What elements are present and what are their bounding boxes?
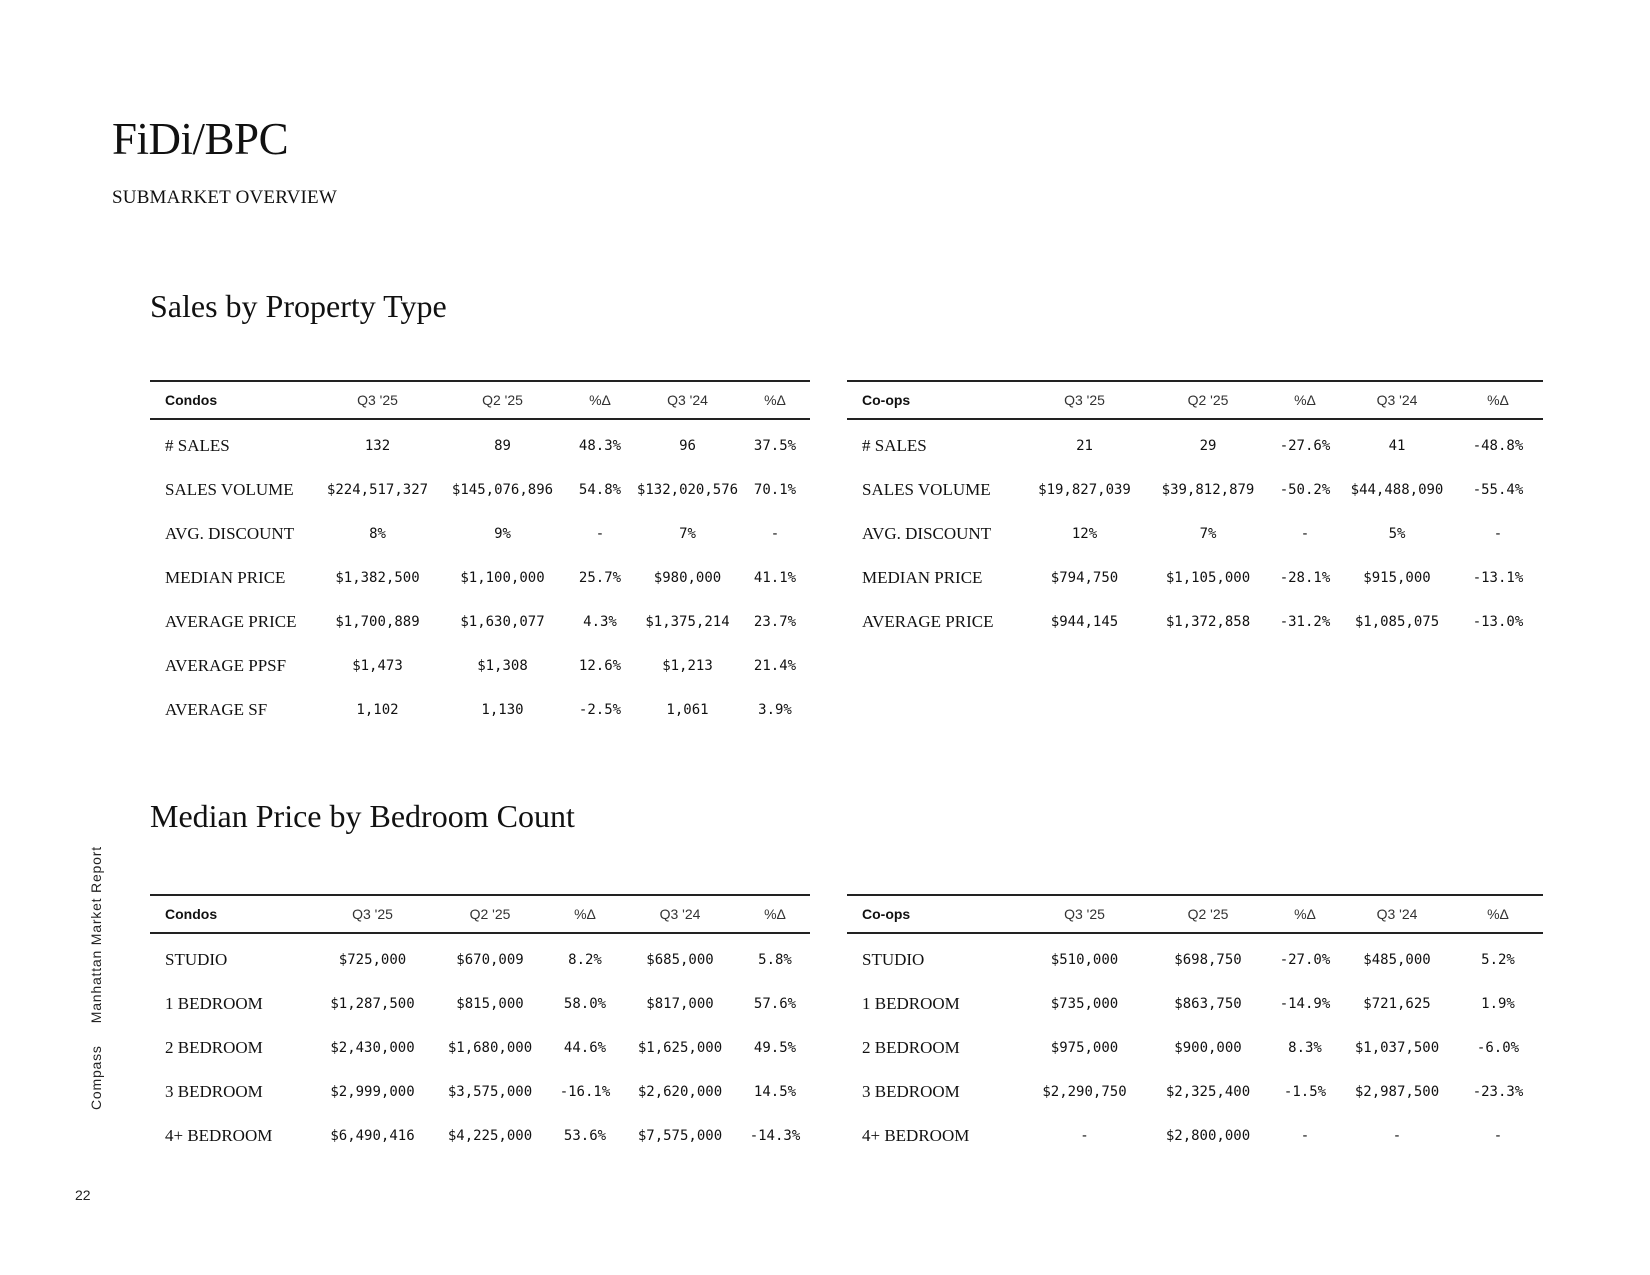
table-cell: -27.0% [1279,952,1331,968]
table-cell: $975,000 [1050,1040,1119,1056]
table-row [150,1070,810,1114]
report-name: Manhattan Market Report [88,846,104,1024]
column-header: Q3 '25 [1022,895,1147,933]
table-row [847,1070,1543,1114]
table-cell: 21 [1076,438,1093,454]
table-cell: $1,372,858 [1165,614,1251,630]
table-row [150,933,810,982]
sales-by-property-type-title: Sales by Property Type [150,288,447,324]
column-header: %Δ [1269,895,1341,933]
table-cell: 54.8% [578,482,622,498]
table-cell: $510,000 [1050,952,1119,968]
column-header: %Δ [1453,895,1543,933]
table-cell: 8.2% [568,952,602,968]
table-cell: 96 [679,438,696,454]
row-label: 4+ BEDROOM [862,1126,970,1145]
table-cell: - [1493,526,1503,542]
table-cell: $1,625,000 [637,1040,723,1056]
table-row [847,556,1543,600]
coops-sales-table [847,380,1543,644]
column-header: %Δ [1269,381,1341,419]
table-cell: $863,750 [1174,996,1242,1012]
table-cell: -14.3% [749,1128,801,1144]
table-cell: 7% [1199,526,1217,542]
table-cell: -27.6% [1279,438,1331,454]
table-row [150,468,810,512]
table-cell: $735,000 [1050,996,1119,1012]
column-header: Q2 '25 [1147,381,1269,419]
row-label: 1 BEDROOM [862,994,960,1013]
table-cell: $1,085,075 [1354,614,1440,630]
table-cell: 23.7% [753,614,797,630]
row-label: AVG. DISCOUNT [165,524,295,543]
table-cell: $2,987,500 [1354,1084,1440,1100]
table-cell: $2,800,000 [1165,1128,1251,1144]
property-type-header: Condos [150,895,315,933]
table-cell: 37.5% [753,438,797,454]
median-price-by-bedroom-title: Median Price by Bedroom Count [150,798,575,834]
table-cell: $915,000 [1363,570,1431,586]
table-cell: 12% [1071,526,1098,542]
table-cell: 1,130 [481,702,524,718]
table-cell: $980,000 [653,570,722,586]
table-cell: - [1300,1128,1310,1144]
table-cell: -31.2% [1279,614,1331,630]
table-cell: 1,061 [666,702,709,718]
column-header: Q3 '25 [315,895,430,933]
table-cell: $7,575,000 [637,1128,723,1144]
table-cell: - [770,526,780,542]
table-cell: 1,102 [356,702,399,718]
table-cell: $944,145 [1050,614,1119,630]
table-header-row [150,381,810,419]
row-label: SALES VOLUME [165,480,294,499]
row-label: 3 BEDROOM [862,1082,960,1101]
property-type-header: Co-ops [847,895,1022,933]
column-header: %Δ [1453,381,1543,419]
column-header: Q3 '25 [1022,381,1147,419]
column-header: %Δ [565,381,635,419]
table-cell: $721,625 [1363,996,1431,1012]
table-cell: 5.8% [758,952,792,968]
table-header-row [847,381,1543,419]
row-label: MEDIAN PRICE [862,568,983,587]
table-cell: $224,517,327 [326,482,429,498]
table-cell: $1,308 [477,658,528,674]
table-cell: $2,290,750 [1042,1084,1127,1100]
table-cell: 58.0% [563,996,607,1012]
table-cell: 14.5% [753,1084,797,1100]
table-cell: $2,430,000 [330,1040,415,1056]
table-cell: 4.3% [583,614,617,630]
table-row [847,1026,1543,1070]
table-cell: -13.1% [1472,570,1524,586]
table-cell: 1.9% [1481,996,1515,1012]
table-cell: -14.9% [1279,996,1331,1012]
table-row [150,1114,810,1158]
table-cell: $900,000 [1174,1040,1242,1056]
table-cell: 5% [1388,526,1406,542]
table-cell: $1,473 [352,658,403,674]
table-cell: 48.3% [578,438,622,454]
row-label: AVERAGE PRICE [165,612,297,631]
table-cell: $698,750 [1174,952,1242,968]
table-row [847,933,1543,982]
row-label: AVERAGE PPSF [165,656,287,675]
row-label: 4+ BEDROOM [165,1126,273,1145]
table-cell: - [595,526,605,542]
table-cell: 57.6% [753,996,797,1012]
row-label: AVERAGE PRICE [862,612,994,631]
table-cell: 49.5% [753,1040,797,1056]
table-cell: - [1493,1128,1503,1144]
table-cell: $2,620,000 [637,1084,723,1100]
table-cell: -50.2% [1279,482,1331,498]
table-cell: 53.6% [563,1128,607,1144]
column-header: Q3 '24 [635,381,740,419]
table-cell: $725,000 [338,952,407,968]
table-cell: 12.6% [578,658,622,674]
page-subtitle: SUBMARKET OVERVIEW [112,187,337,208]
table-cell: 41 [1388,438,1406,454]
table-cell: 5.2% [1481,952,1515,968]
table-cell: -16.1% [559,1084,611,1100]
row-label: MEDIAN PRICE [165,568,286,587]
table-cell: 132 [364,438,391,454]
table-cell: $817,000 [646,996,714,1012]
row-label: 2 BEDROOM [165,1038,263,1057]
table-cell: 41.1% [753,570,797,586]
row-label: STUDIO [862,950,925,969]
table-row [150,600,810,644]
table-cell: $1,105,000 [1165,570,1251,586]
table-cell: $1,287,500 [330,996,415,1012]
table-cell: $1,213 [662,658,713,674]
sidebar-footer [88,846,104,1110]
table-row [150,1026,810,1070]
row-label: AVG. DISCOUNT [862,524,992,543]
column-header: Q3 '25 [315,381,440,419]
row-label: # SALES [165,436,230,455]
table-cell: $44,488,090 [1350,482,1444,498]
row-label: 1 BEDROOM [165,994,263,1013]
table-cell: - [1392,1128,1402,1144]
column-header: Q3 '24 [620,895,740,933]
table-row [150,982,810,1026]
table-cell: $39,812,879 [1161,482,1255,498]
brand-name: Compass [88,1045,104,1110]
table-row [150,419,810,468]
column-header: Q2 '25 [430,895,550,933]
table-cell: $4,225,000 [447,1128,533,1144]
table-cell: $2,325,400 [1165,1084,1251,1100]
row-label: # SALES [862,436,927,455]
condos-sales-table [150,380,810,732]
table-cell: $1,037,500 [1354,1040,1440,1056]
coops-bedroom-table [847,894,1543,1158]
table-cell: $132,020,576 [636,482,739,498]
column-header: Q2 '25 [1147,895,1269,933]
table-cell: 29 [1199,438,1217,454]
table-cell: 8% [369,526,386,542]
table-cell: $1,630,077 [460,614,545,630]
table-cell: $1,680,000 [447,1040,533,1056]
table-cell: $1,700,889 [335,614,420,630]
table-cell: -48.8% [1472,438,1524,454]
row-label: STUDIO [165,950,228,969]
table-row [150,512,810,556]
page-number: 22 [75,1187,91,1203]
table-cell: $670,009 [456,952,524,968]
table-cell: -1.5% [1283,1084,1327,1100]
table-header-row [847,895,1543,933]
table-cell: 70.1% [753,482,797,498]
table-cell: $3,575,000 [447,1084,533,1100]
table-header-row [150,895,810,933]
table-cell: $1,375,214 [645,614,730,630]
table-cell: -6.0% [1476,1040,1520,1056]
table-cell: $19,827,039 [1038,482,1131,498]
property-type-header: Co-ops [847,381,1022,419]
row-label: 3 BEDROOM [165,1082,263,1101]
column-header: %Δ [740,381,810,419]
table-cell: 25.7% [578,570,622,586]
table-row [847,419,1543,468]
table-cell: $815,000 [456,996,524,1012]
table-cell: -55.4% [1472,482,1524,498]
table-cell: 7% [679,526,696,542]
condos-bedroom-table [150,894,810,1158]
table-cell: 89 [494,438,511,454]
column-header: %Δ [740,895,810,933]
row-label: 2 BEDROOM [862,1038,960,1057]
table-cell: 9% [494,526,511,542]
table-cell: - [1080,1128,1089,1144]
table-row [847,468,1543,512]
table-cell: - [1300,526,1310,542]
table-cell: -23.3% [1472,1084,1524,1100]
table-cell: $1,100,000 [460,570,545,586]
page-title: FiDi/BPC [112,114,289,164]
table-row [847,512,1543,556]
table-row [150,556,810,600]
table-row [847,982,1543,1026]
table-cell: 3.9% [758,702,792,718]
property-type-header: Condos [150,381,315,419]
table-cell: $2,999,000 [330,1084,415,1100]
column-header: Q3 '24 [1341,895,1453,933]
column-header: Q3 '24 [1341,381,1453,419]
table-cell: $145,076,896 [451,482,554,498]
table-cell: 21.4% [753,658,797,674]
table-row [847,1114,1543,1158]
table-cell: $794,750 [1050,570,1119,586]
table-row [150,644,810,688]
table-cell: -2.5% [578,702,622,718]
table-row [847,600,1543,644]
row-label: AVERAGE SF [165,700,268,719]
table-cell: $485,000 [1363,952,1431,968]
column-header: Q2 '25 [440,381,565,419]
table-cell: -28.1% [1279,570,1331,586]
table-cell: 8.3% [1288,1040,1322,1056]
row-label: SALES VOLUME [862,480,991,499]
column-header: %Δ [550,895,620,933]
table-cell: $6,490,416 [330,1128,415,1144]
table-cell: 44.6% [563,1040,607,1056]
table-cell: $685,000 [646,952,714,968]
table-cell: -13.0% [1472,614,1524,630]
table-row [150,688,810,732]
table-cell: $1,382,500 [335,570,420,586]
